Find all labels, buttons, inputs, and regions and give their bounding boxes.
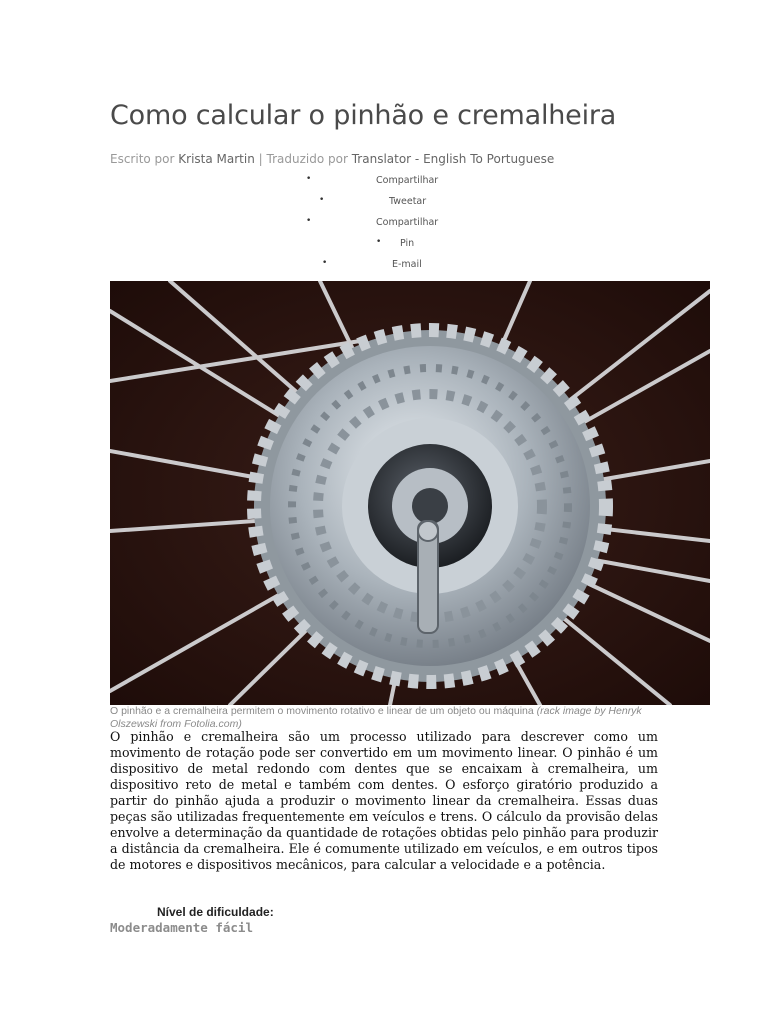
article-title: Como calcular o pinhão e cremalheira [110,100,617,131]
written-by-label: Escrito por [110,152,175,166]
author-link[interactable]: Krista Martin [178,152,255,166]
caption-text: O pinhão e a cremalheira permitem o movimento rotativo e linear de um objeto ou máquina [110,705,534,717]
bullet-icon: • [306,174,312,184]
share-item-pin[interactable] [0,237,768,258]
share-list [0,174,768,279]
bullet-icon: • [319,195,325,205]
article-image [110,281,710,705]
share-label[interactable]: Compartilhar [376,217,439,228]
quick-release-lever [418,521,438,633]
share-item-tweetar[interactable] [0,195,768,216]
share-item-compartilhar-2[interactable] [0,216,768,237]
translated-by-label: Traduzido por [266,152,348,166]
pin-label[interactable]: Pin [400,238,415,249]
share-item-email[interactable] [0,258,768,279]
share-item-compartilhar[interactable] [0,174,768,195]
byline-separator: | [258,152,263,166]
image-credit: (rack image by Henryk Olszewski from Fotolia.com) [110,705,642,730]
bullet-icon: • [376,237,382,247]
cassette-photo-illustration [110,281,710,705]
difficulty-label: Nível de dificuldade: [157,905,274,919]
bullet-icon: • [306,216,312,226]
email-label[interactable]: E-mail [392,259,422,270]
image-caption [110,705,650,730]
tweet-label[interactable]: Tweetar [389,196,427,207]
bullet-icon: • [322,258,328,268]
byline [110,152,554,166]
share-label[interactable]: Compartilhar [376,175,439,186]
article-body: O pinhão e cremalheira são um processo utilizado para descrever como um movimento de rotação pode ser convertido em um movimento linear. O pinhão é um dispositivo de metal redondo com dentes que se encaixam à cremalheira, um dispositivo reto de metal e também com dentes. O esforço giratório produzido a partir do pinhão ajuda a produzir o movimento linear da cremalheira. Essas duas peças são utilizadas frequentemente em veículos e trens. O cálculo da provisão delas envolve a determinação da quantidade de rotações obtidas pelo pinhão para produzir a distância da cremalheira. Ele é comumente utilizado em veículos, e em outros tipos de motores e dispositivos mecânicos, para calcular a velocidade e a potência. [110,729,658,872]
translator-link[interactable]: Translator - English To Portuguese [351,152,555,166]
difficulty-value: Moderadamente fácil [110,920,253,935]
